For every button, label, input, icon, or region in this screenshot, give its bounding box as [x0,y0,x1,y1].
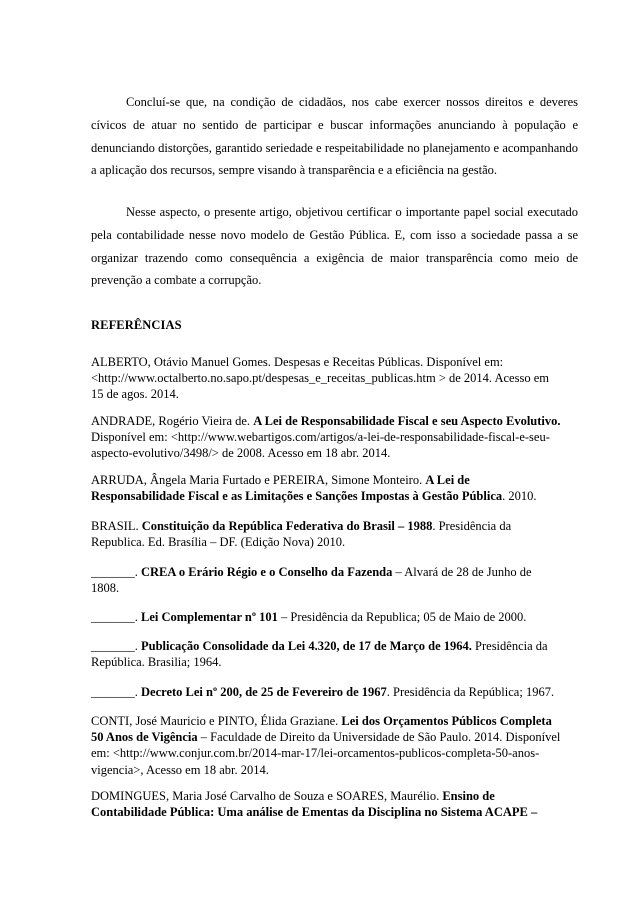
reference-author: CONTI, José Mauricio e PINTO, Élida Graziane. [91,714,342,728]
reference-title: Lei dos Orçamentos Públicos Completa [341,714,552,728]
reference-conti [91,713,579,778]
reference-andrade [91,413,579,462]
reference-title: Publicação Consolidade da Lei 4.320, de 17 de Março de 1964. [141,639,472,653]
reference-crea [91,564,579,596]
reference-url: <http://www.octalberto.no.sapo.pt/despesas_e_receitas_publicas.htm > de 2014. Acesso em [91,371,549,386]
reference-title-continued: 50 Anos de Vigência [91,730,198,745]
reference-alberto [91,354,579,403]
reference-title: CREA o Erário Régio e o Conselho da Fazenda [141,565,393,579]
references-heading: REFERÊNCIAS [91,318,182,332]
reference-title: Ensino de [442,789,495,803]
reference-author-dash: _______. [91,639,141,653]
reference-domingues [91,788,579,820]
reference-edition: Republica. Ed. Brasília – DF. (Edição Nova) 2010. [91,535,346,550]
reference-title-continued: Responsabilidade Fiscal e as Limitações e Sanções Impostas à Gestão Pública [91,489,503,504]
reference-year: . 2010. [502,489,537,504]
reference-access-date: vigencia>, Acesso em 18 abr. 2014. [91,762,269,777]
reference-details: – Alvará de 28 de Junho de [392,565,532,579]
reference-title: A Lei de [425,473,470,487]
reference-publisher: Presidência da [471,639,548,653]
reference-author: ANDRADE, Rogério Vieira de. [91,414,254,428]
reference-year: 1808. [91,581,120,596]
conclusion-paragraph-1 [91,91,578,182]
reference-author-dash: _______. [91,610,141,624]
conclusion-paragraph-1-text: Concluí-se que, na condição de cidadãos, nos cabe exercer nossos direitos e deveres cívicos de atuar no sentido de participar e buscar informações anunciando à população e denunciando distorções, garantido seriedade e respeitabilidade no planejamento e acompanhando a aplicação dos recursos, sempre visando à transparência e a eficiência na gestão. [91,95,578,178]
reference-author: BRASIL. [91,519,142,533]
reference-arruda [91,472,579,504]
reference-decreto-lei-200 [91,684,579,700]
reference-details: República. Brasilia; 1964. [91,655,222,670]
reference-author: DOMINGUES, Maria José Carvalho de Souza e SOARES, Maurélio. [91,789,443,803]
reference-title: Decreto Lei nº 200, de 25 de Fevereiro de 1967 [141,685,387,699]
reference-author: ARRUDA, Ângela Maria Furtado e PEREIRA, Simone Monteiro. [91,473,426,487]
conclusion-paragraph-2 [91,201,578,292]
reference-access-date: 15 de agos. 2014. [91,387,179,402]
conclusion-paragraph-2-text: Nesse aspecto, o presente artigo, objetivou certificar o importante papel social executado pela contabilidade nesse novo modelo de Gestão Pública. E, com isso a sociedade passa a se organizar trazendo como consequência a exigência de maior transparência como meio de prevenção a combate a corrupção. [91,205,578,288]
reference-author-dash: _______. [91,685,141,699]
reference-title: Lei Complementar nº 101 [141,610,278,624]
reference-url: Disponível em: <http://www.webartigos.com/artigos/a-lei-de-responsabilidade-fiscal-e-seu- [91,430,550,445]
reference-details: . Presidência da República; 1967. [386,685,555,699]
reference-title: A Lei de Responsabilidade Fiscal e seu Aspecto Evolutivo. [253,414,561,428]
reference-author-dash: _______. [91,565,141,579]
reference-lei-4320 [91,638,579,670]
reference-access-date: aspecto-evolutivo/3498/> de 2008. Acesso em 18 abr. 2014. [91,446,391,461]
reference-details: – Faculdade de Direito da Universidade de São Paulo. 2014. Disponível [197,730,561,745]
reference-text: ALBERTO, Otávio Manuel Gomes. Despesas e Receitas Públicas. Disponível em: [91,355,504,369]
reference-publisher: . Presidência da [432,519,512,533]
reference-url: em: <http://www.conjur.com.br/2014-mar-17/lei-orcamentos-publicos-completa-50-anos- [91,746,540,761]
reference-lei-complementar [91,609,579,625]
reference-title-continued: Contabilidade Pública: Uma análise de Ementas da Disciplina no Sistema ACAPE – [91,805,538,820]
reference-brasil-constituicao [91,518,579,550]
reference-title: Constituição da República Federativa do Brasil – 1988 [141,519,433,533]
reference-details: – Presidência da Republica; 05 de Maio de 2000. [277,610,527,624]
